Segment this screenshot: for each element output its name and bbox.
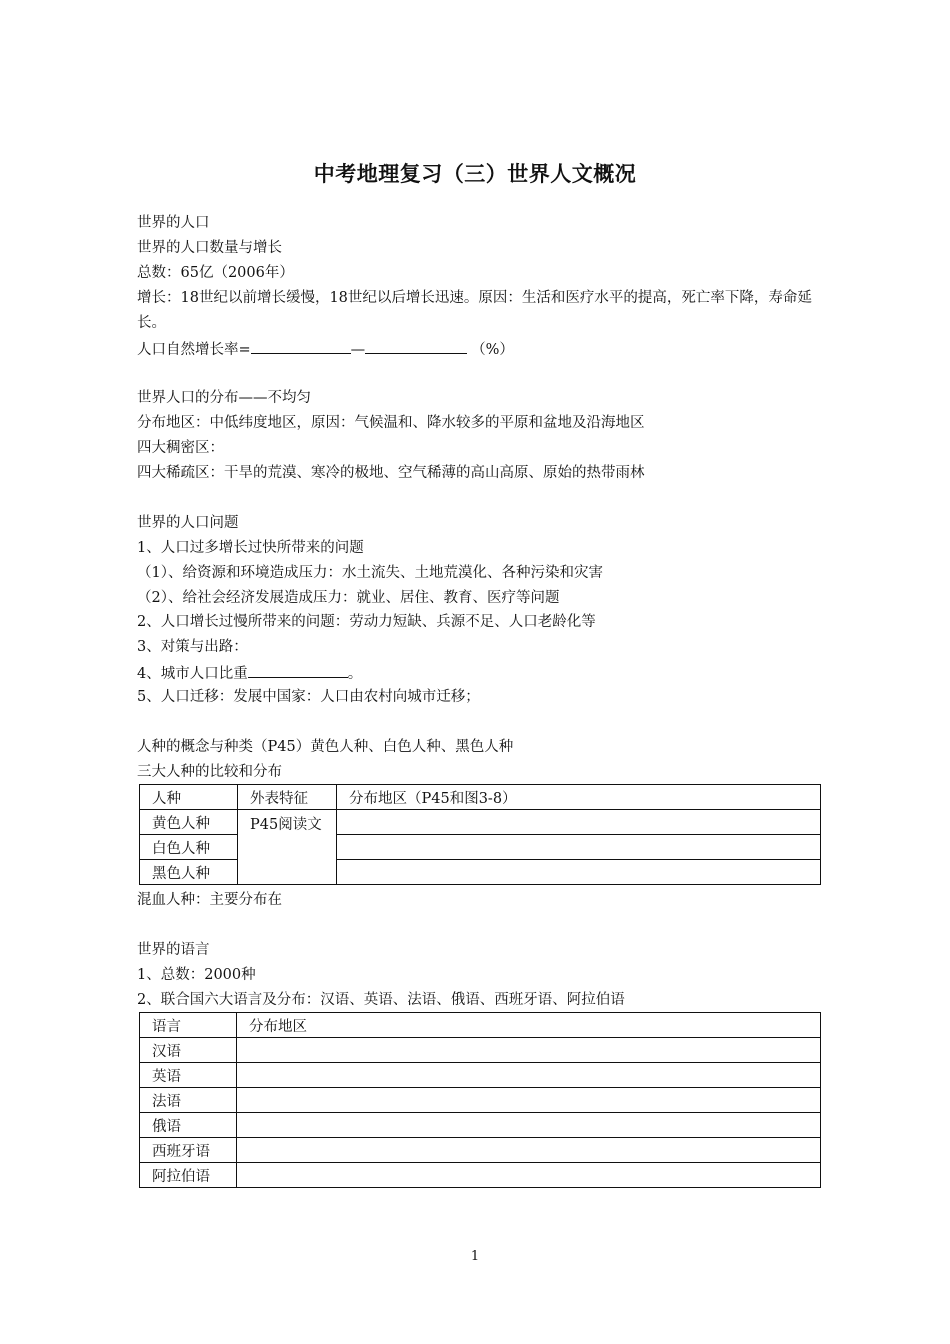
- table-cell: [237, 1088, 821, 1113]
- table-cell: 英语: [140, 1063, 237, 1088]
- table-cell: [237, 1138, 821, 1163]
- table-cell: [237, 1063, 821, 1088]
- item4-prefix: 4、城市人口比重: [137, 666, 248, 682]
- rate-blank-1: [251, 338, 351, 354]
- languages-heading: 世界的语言: [137, 942, 210, 958]
- table-cell: 法语: [140, 1088, 237, 1113]
- table-row: [140, 1113, 821, 1138]
- item4-blank: [248, 662, 348, 678]
- races-compare-heading: 三大人种的比较和分布: [137, 764, 282, 780]
- population-growth: 增长：18世纪以前增长缓慢，18世纪以后增长迅速。原因：生活和医疗水平的提高，死亡率下降，寿命延长。: [137, 290, 812, 331]
- population-sub-heading: 世界的人口数量与增长: [137, 240, 282, 256]
- table-cell: [337, 860, 821, 885]
- table-row: [140, 810, 821, 835]
- races-table: [139, 784, 821, 885]
- table-row: [140, 1163, 821, 1188]
- table-header-cell: 分布地区: [237, 1013, 821, 1038]
- languages-table: [139, 1012, 821, 1188]
- distribution-sparse: 四大稀疏区：干旱的荒漠、寒冷的极地、空气稀薄的高山高原、原始的热带雨林: [137, 465, 645, 481]
- rate-blank-2: [365, 338, 467, 354]
- table-cell: 阿拉伯语: [140, 1163, 237, 1188]
- item4-suffix: 。: [347, 666, 363, 682]
- problems-item2: 2、人口增长过慢所带来的问题：劳动力短缺、兵源不足、人口老龄化等: [137, 614, 596, 630]
- rate-label: 人口自然增长率=: [137, 342, 251, 358]
- rate-unit: （%）: [471, 342, 514, 358]
- table-header-cell: 人种: [140, 785, 238, 810]
- distribution-dense: 四大稠密区：: [137, 440, 224, 456]
- table-row: [140, 1138, 821, 1163]
- problems-item4: [137, 662, 362, 684]
- table-cell: 俄语: [140, 1113, 237, 1138]
- problems-item3: 3、对策与出路：: [137, 639, 248, 655]
- table-cell: 白色人种: [140, 835, 238, 860]
- rate-minus: —: [350, 342, 366, 358]
- distribution-areas: 分布地区：中低纬度地区，原因：气候温和、降水较多的平原和盆地及沿海地区: [137, 415, 645, 431]
- problems-heading: 世界的人口问题: [137, 515, 239, 531]
- population-total: 总数：65亿（2006年）: [137, 265, 294, 281]
- features-cell: P45阅读文: [238, 810, 337, 885]
- table-row: [140, 1038, 821, 1063]
- languages-total: 1、总数：2000种: [137, 967, 256, 983]
- problems-item1a: （1）、给资源和环境造成压力：水土流失、土地荒漠化、各种污染和灾害: [137, 565, 603, 581]
- problems-item1b: （2）、给社会经济发展造成压力：就业、居住、教育、医疗等问题: [137, 590, 560, 606]
- page-title: 中考地理复习（三）世界人文概况: [313, 161, 637, 186]
- languages-six: 2、联合国六大语言及分布：汉语、英语、法语、俄语、西班牙语、阿拉伯语: [137, 992, 625, 1008]
- table-cell: 黄色人种: [140, 810, 238, 835]
- table-header-cell: 语言: [140, 1013, 237, 1038]
- table-cell: [337, 810, 821, 835]
- table-cell: 黑色人种: [140, 860, 238, 885]
- table-cell: [237, 1163, 821, 1188]
- table-header-cell: 外表特征: [238, 785, 337, 810]
- table-row: [140, 785, 821, 810]
- table-cell: [237, 1113, 821, 1138]
- table-cell: 西班牙语: [140, 1138, 237, 1163]
- table-header-cell: 分布地区（P45和图3-8）: [337, 785, 821, 810]
- problems-item1: 1、人口过多增长过快所带来的问题: [137, 540, 364, 556]
- table-cell: [337, 835, 821, 860]
- races-mixed: 混血人种：主要分布在: [137, 892, 282, 908]
- population-heading: 世界的人口: [137, 215, 210, 231]
- page-number: 1: [470, 1249, 480, 1264]
- table-cell: [237, 1038, 821, 1063]
- growth-rate-formula: [137, 338, 514, 360]
- table-row: [140, 1013, 821, 1038]
- table-cell: 汉语: [140, 1038, 237, 1063]
- races-concept: 人种的概念与种类（P45）黄色人种、白色人种、黑色人种: [137, 739, 514, 755]
- table-row: [140, 1088, 821, 1113]
- problems-item5: 5、人口迁移：发展中国家：人口由农村向城市迁移；: [137, 689, 480, 705]
- distribution-heading: 世界人口的分布——不均匀: [137, 390, 311, 406]
- table-row: [140, 1063, 821, 1088]
